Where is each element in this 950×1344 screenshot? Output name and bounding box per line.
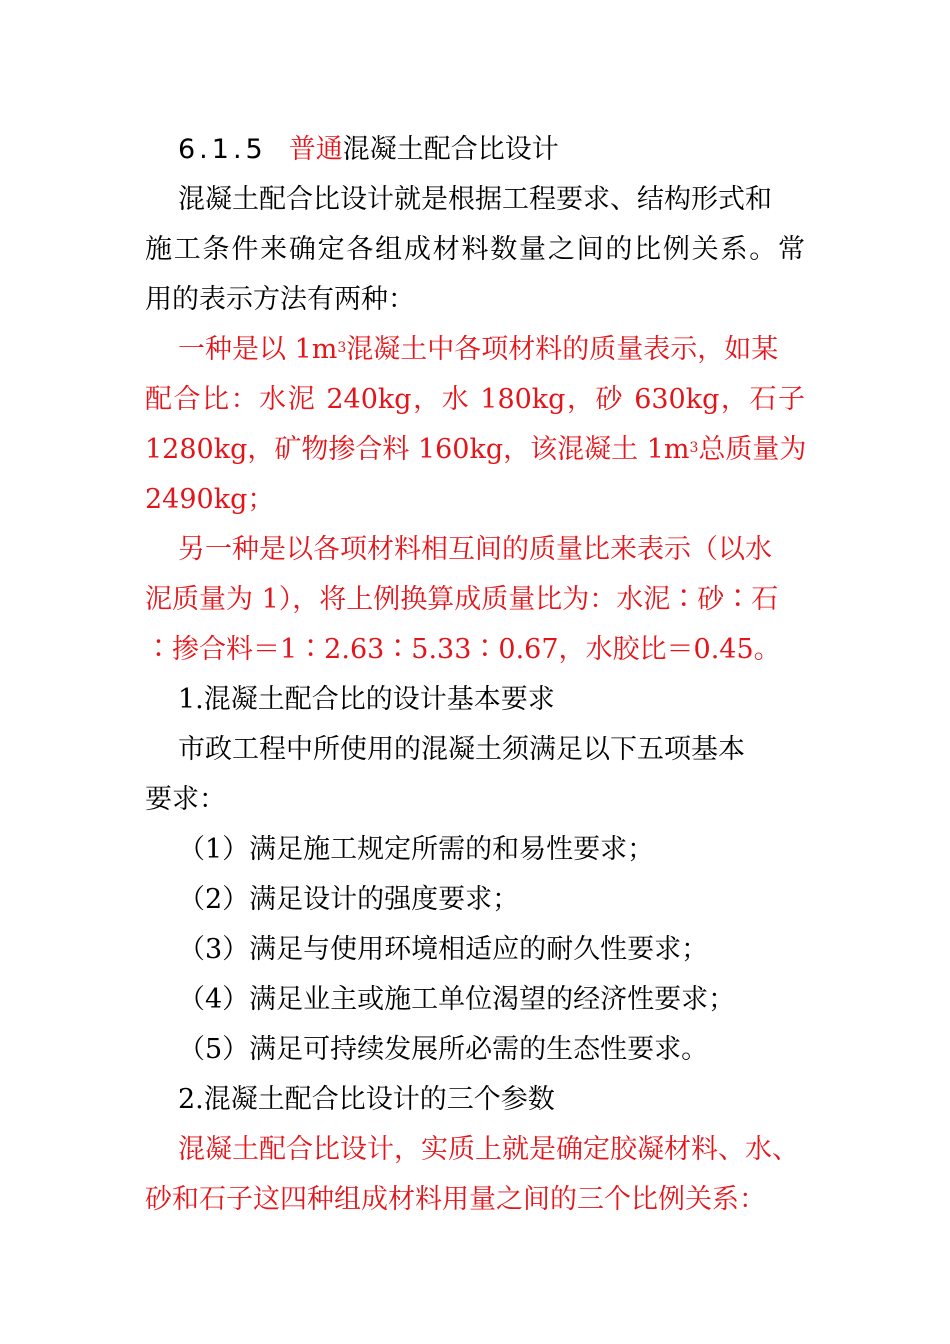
heading-red-text: 普通: [288, 134, 343, 165]
section-number: 6.1.5: [178, 134, 267, 165]
paragraph-line: 施工条件来确定各组成材料数量之间的比例关系。常: [145, 234, 805, 265]
paragraph-line: [145, 432, 806, 468]
superscript: 3: [689, 440, 699, 456]
paragraph-line: 泥质量为 1），将上例换算成质量比为：水泥∶砂∶石: [145, 584, 779, 615]
paragraph-line: 另一种是以各项材料相互间的质量比来表示（以水: [178, 534, 772, 565]
text-span: 总质量为: [698, 434, 807, 465]
paragraph-line: 要求：: [145, 784, 226, 815]
paragraph-line: 用的表示方法有两种：: [145, 284, 415, 315]
paragraph-line: ∶掺合料＝1∶2.63∶5.33∶0.67，水胶比＝0.45。: [145, 634, 781, 665]
subsection-title: 1.混凝土配合比的设计基本要求: [178, 684, 555, 715]
paragraph-line: [178, 332, 778, 368]
heading-text: 混凝土配合比设计: [342, 134, 559, 165]
superscript: 3: [337, 340, 347, 356]
text-span: 一种是以 1m: [178, 334, 338, 365]
paragraph-line: 砂和石子这四种组成材料用量之间的三个比例关系：: [145, 1184, 766, 1215]
section-heading: [178, 132, 559, 168]
paragraph-line: 混凝土配合比设计，实质上就是确定胶凝材料、水、: [178, 1134, 799, 1165]
text-span: 混凝土中各项材料的质量表示，如某: [346, 334, 779, 365]
list-item: （2）满足设计的强度要求；: [178, 884, 520, 915]
paragraph-line: 混凝土配合比设计就是根据工程要求、结构形式和: [178, 184, 772, 215]
list-item: （1）满足施工规定所需的和易性要求；: [178, 834, 655, 865]
paragraph-line: 2490kg；: [145, 484, 275, 515]
list-item: （4）满足业主或施工单位渴望的经济性要求；: [178, 984, 736, 1015]
paragraph-line: 市政工程中所使用的混凝土须满足以下五项基本: [178, 734, 745, 765]
list-item: （3）满足与使用环境相适应的耐久性要求；: [178, 934, 709, 965]
text-span: 1280kg，矿物掺合料 160kg，该混凝土 1m: [145, 434, 690, 465]
paragraph-line: 配合比：水泥 240kg，水 180kg，砂 630kg，石子: [145, 384, 805, 415]
list-item: （5）满足可持续发展所必需的生态性要求。: [178, 1034, 709, 1065]
subsection-title: 2.混凝土配合比设计的三个参数: [178, 1084, 555, 1115]
